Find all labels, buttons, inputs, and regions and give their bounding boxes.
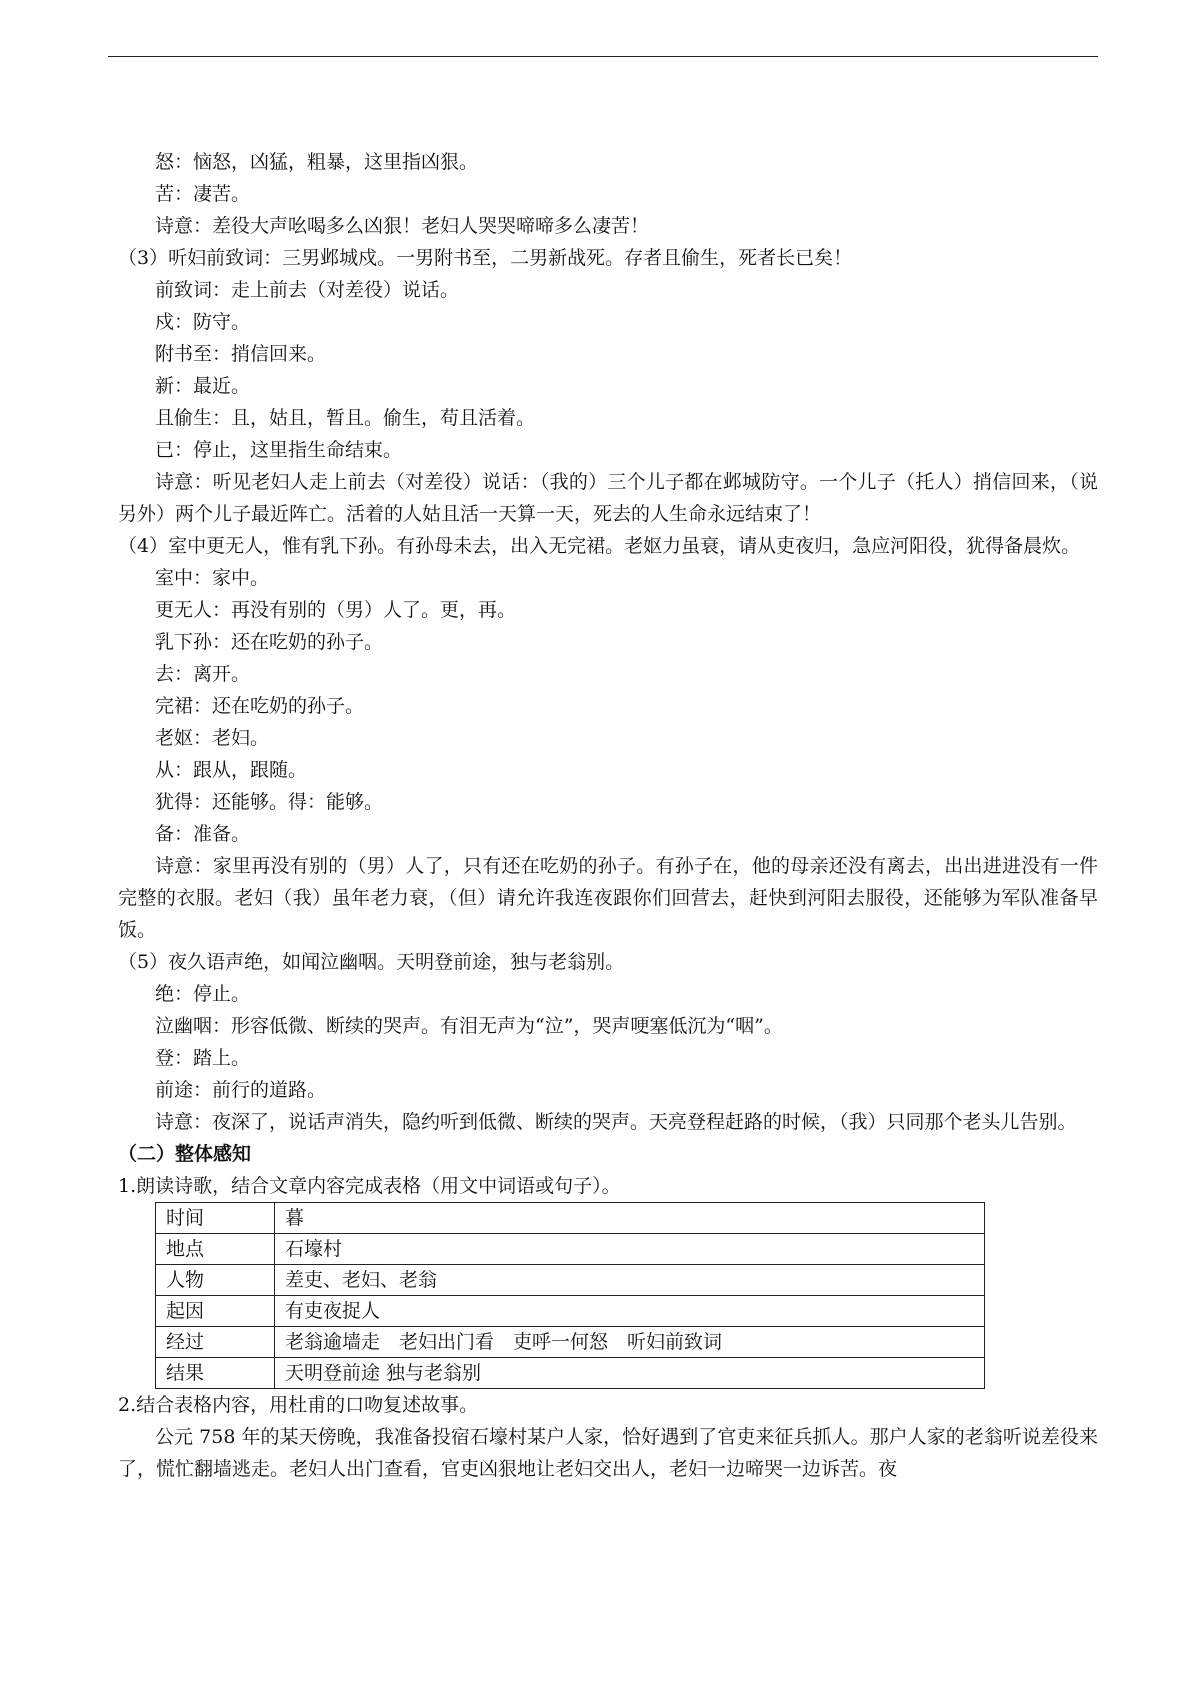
table-row [156,1203,985,1234]
gloss-line: 戍：防守。 [155,311,251,333]
translation-paragraph: 诗意：听见老妇人走上前去（对差役）说话：（我的）三个儿子都在邺城防守。一个儿子（托人）捎信回来，（说另外）两个儿子最近阵亡。活着的人姑且活一天算一天，死去的人生命永远结束了！ [118,471,1098,525]
gloss-line: 怒：恼怒，凶猛，粗暴，这里指凶狠。 [155,151,479,173]
table-cell-label: 起因 [156,1296,275,1327]
table-row [156,1265,985,1296]
gloss-line: 且偷生：且，姑且，暂且。偷生，苟且活着。 [155,407,536,429]
gloss-line: 已：停止，这里指生命结束。 [155,439,403,461]
gloss-line: 乳下孙：还在吃奶的孙子。 [155,631,384,653]
translation-paragraph: 诗意：家里再没有别的（男）人了，只有还在吃奶的孙子。有孙子在，他的母亲还没有离去，出出进进没有一件完整的衣服。老妇（我）虽年老力衰，（但）请允许我连夜跟你们回营去，赶快到河阳去服役，还能够为军队准备早饭。 [118,855,1098,941]
table-cell-label: 地点 [156,1234,275,1265]
verse-line: （3）听妇前致词：三男邺城戍。一男附书至，二男新战死。存者且偷生，死者长已矣！ [118,247,853,269]
header-rule [108,56,1098,57]
table-cell-label: 人物 [156,1265,275,1296]
gloss-line: 去：离开。 [155,663,251,685]
table-row [156,1358,985,1389]
verse-paragraph: （4）室中更无人，惟有乳下孙。有孙母未去，出入无完裙。老妪力虽衰，请从吏夜归，急应河阳役，犹得备晨炊。 [118,535,1081,557]
gloss-line: 从：跟从，跟随。 [155,759,308,781]
table-cell-label: 结果 [156,1358,275,1389]
retelling-paragraph: 公元 758 年的某天傍晚，我准备投宿石壕村某户人家，恰好遇到了官吏来征兵抓人。那户人家的老翁听说差役来了，慌忙翻墙逃走。老妇人出门查看，官吏凶狠地让老妇交出人，老妇一边啼哭一边诉苦。夜 [118,1426,1098,1480]
table-row [156,1296,985,1327]
gloss-line: 室中：家中。 [155,567,270,589]
question-2: 2.结合表格内容，用杜甫的口吻复述故事。 [118,1394,479,1416]
table-cell-label: 时间 [156,1203,275,1234]
gloss-line: 附书至：捎信回来。 [155,343,327,365]
gloss-line: 更无人：再没有别的（男）人了。更，再。 [155,599,517,621]
verse-line: （5）夜久语声绝，如闻泣幽咽。天明登前途，独与老翁别。 [118,951,625,973]
table-cell-value: 有吏夜捉人 [275,1296,985,1327]
gloss-line: 备：准备。 [155,823,251,845]
table-cell-label: 经过 [156,1327,275,1358]
table-cell-value: 石壕村 [275,1234,985,1265]
section-heading: （二）整体感知 [118,1143,252,1165]
gloss-line: 完裙：还在吃奶的孙子。 [155,695,365,717]
gloss-line: 前途：前行的道路。 [155,1079,327,1101]
translation-paragraph: 诗意：夜深了，说话声消失，隐约听到低微、断续的哭声。天亮登程赶路的时候，（我）只同那个老头儿告别。 [155,1111,1077,1133]
gloss-line: 前致词：走上前去（对差役）说话。 [155,279,460,301]
table-cell-value: 老翁逾墙走 老妇出门看 吏呼一何怒 听妇前致词 [275,1327,985,1358]
table-cell-value: 差吏、老妇、老翁 [275,1265,985,1296]
document-body [118,146,1098,1485]
question-1: 1.朗读诗歌，结合文章内容完成表格（用文中词语或句子）。 [118,1175,621,1197]
gloss-line: 泣幽咽：形容低微、断续的哭声。有泪无声为“泣”，哭声哽塞低沉为“咽”。 [155,1015,783,1037]
gloss-line: 登：踏上。 [155,1047,251,1069]
table-cell-value: 天明登前途 独与老翁别 [275,1358,985,1389]
table-row [156,1327,985,1358]
table-row [156,1234,985,1265]
gloss-line: 绝：停止。 [155,983,251,1005]
translation-line: 诗意：差役大声吆喝多么凶狠！老妇人哭哭啼啼多么凄苦！ [155,215,650,237]
gloss-line: 新：最近。 [155,375,251,397]
gloss-line: 老妪：老妇。 [155,727,270,749]
table-cell-value: 暮 [275,1203,985,1234]
story-elements-table [155,1202,985,1389]
gloss-line: 苦：凄苦。 [155,183,251,205]
gloss-line: 犹得：还能够。得：能够。 [155,791,384,813]
